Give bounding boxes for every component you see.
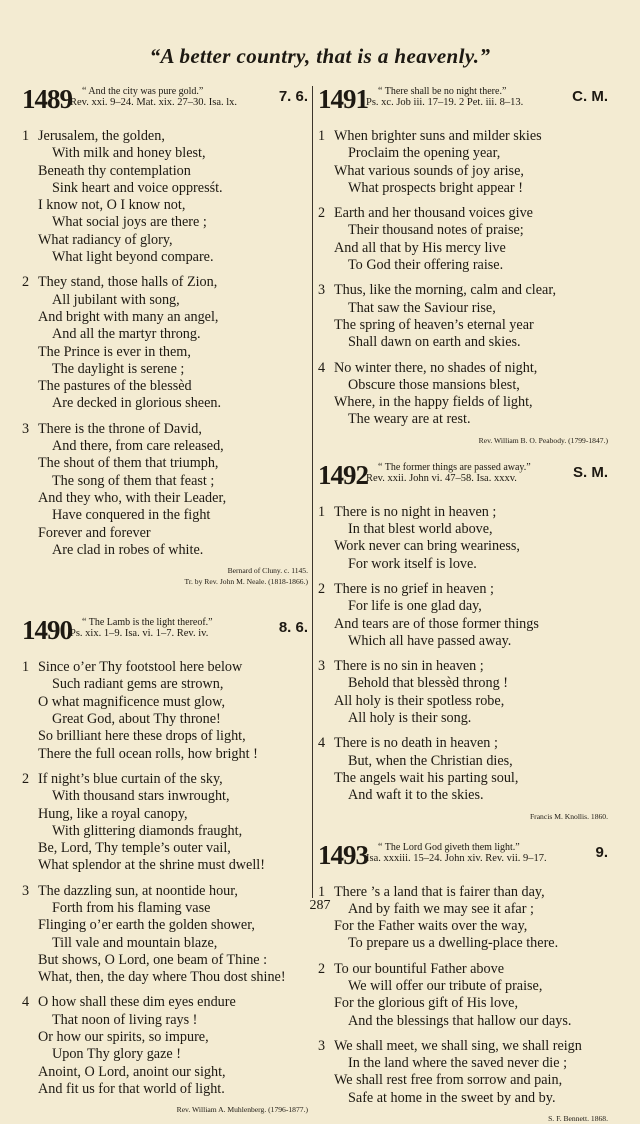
verse-line: And they who, with their Leader, <box>22 490 308 507</box>
verse-line: O what magnificence must glow, <box>22 694 308 711</box>
verse-line: And fit us for that world of light. <box>22 1081 308 1098</box>
verse-line: And waft it to the skies. <box>318 787 608 804</box>
verse-line: Work never can bring weariness, <box>318 538 608 555</box>
verse-line: The angels wait his parting soul, <box>318 770 608 787</box>
stanza-number: 2 <box>318 205 334 222</box>
verse-line: But, when the Christian dies, <box>318 753 608 770</box>
stanza-number: 3 <box>318 1038 334 1055</box>
verse-line: With glittering diamonds fraught, <box>22 823 308 840</box>
stanza-number: 4 <box>318 735 334 752</box>
hymn-number: 1492 <box>318 460 368 491</box>
stanza-number: 2 <box>22 274 38 291</box>
hymn-header <box>22 615 308 651</box>
verse-line: What radiancy of glory, <box>22 232 308 249</box>
verse-line: We shall rest free from sorrow and pain, <box>318 1072 608 1089</box>
verse-line <box>318 128 608 145</box>
hymn-epigraph: “ And the city was pure gold.” <box>70 86 237 97</box>
verse-line: Flinging o’er earth the golden shower, <box>22 917 308 934</box>
verse-line: And tears are of those former things <box>318 616 608 633</box>
verse-text: They stand, those halls of Zion, <box>38 274 217 290</box>
stanza <box>318 581 608 650</box>
verse-line: Till vale and mountain blaze, <box>22 935 308 952</box>
stanza <box>318 884 608 953</box>
verse-line: Hung, like a royal canopy, <box>22 806 308 823</box>
hymn-header <box>318 460 608 496</box>
verse-text: Since o’er Thy footstool here below <box>38 659 242 675</box>
stanzas <box>318 128 608 429</box>
verse-line <box>22 994 308 1011</box>
verse-line: Upon Thy glory gaze ! <box>22 1046 308 1063</box>
verse-line: Have conquered in the fight <box>22 507 308 524</box>
verse-line <box>22 128 308 145</box>
verse-line <box>318 360 608 377</box>
verse-line: That saw the Saviour rise, <box>318 300 608 317</box>
verse-line <box>22 421 308 438</box>
verse-line: Are clad in robes of white. <box>22 542 308 559</box>
stanza <box>318 504 608 573</box>
stanza <box>318 360 608 429</box>
verse-line: And the blessings that hallow our days. <box>318 1013 608 1030</box>
hymn-1493 <box>318 840 608 1124</box>
hymn-epigraph: “ The former things are passed away.” <box>366 462 531 473</box>
stanza-number: 2 <box>22 771 38 788</box>
verse-text: No winter there, no shades of night, <box>334 360 537 376</box>
stanza-number: 3 <box>22 883 38 900</box>
stanzas <box>318 884 608 1108</box>
verse-line: Or how our spirits, so impure, <box>22 1029 308 1046</box>
verse-line: So brilliant here these drops of light, <box>22 728 308 745</box>
verse-line: The Prince is ever in them, <box>22 344 308 361</box>
verse-line <box>22 659 308 676</box>
hymn-1492 <box>318 460 608 822</box>
hymn-reference <box>366 462 531 484</box>
verse-line: Their thousand notes of praise; <box>318 222 608 239</box>
verse-line <box>318 205 608 222</box>
stanza-number: 1 <box>318 504 334 521</box>
verse-line: What splendor at the shrine must dwell! <box>22 857 308 874</box>
verse-text: The dazzling sun, at noontide hour, <box>38 883 238 899</box>
verse-line: Behold that blessèd throng ! <box>318 675 608 692</box>
stanza <box>318 205 608 274</box>
stanza <box>22 421 308 559</box>
left-column <box>22 84 308 1115</box>
verse-line: With thousand stars inwrought, <box>22 788 308 805</box>
verse-line: We will offer our tribute of praise, <box>318 978 608 995</box>
verse-line: What, then, the day where Thou dost shine! <box>22 969 308 986</box>
verse-line: In that blest world above, <box>318 521 608 538</box>
verse-line: The shout of them that triumph, <box>22 455 308 472</box>
verse-line: What prospects bright appear ! <box>318 180 608 197</box>
hymn-reference <box>366 842 547 864</box>
hymn-header <box>318 840 608 876</box>
stanza <box>318 658 608 727</box>
hymn-1491 <box>318 84 608 446</box>
stanza-number: 1 <box>22 659 38 676</box>
verse-line: To God their offering raise. <box>318 257 608 274</box>
hymn-number: 1493 <box>318 840 368 871</box>
verse-line: For the Father waits over the way, <box>318 918 608 935</box>
verse-line: Forever and forever <box>22 525 308 542</box>
hymn-epigraph: “ There shall be no night there.” <box>366 86 523 97</box>
verse-line: What light beyond compare. <box>22 249 308 266</box>
verse-text: There ’s a land that is fairer than day, <box>334 884 545 900</box>
verse-text: There is no sin in heaven ; <box>334 658 484 674</box>
page-title: “A better country, that is a heavenly.” <box>0 44 640 69</box>
verse-line: All holy is their song. <box>318 710 608 727</box>
verse-text: Thus, like the morning, calm and clear, <box>334 282 556 298</box>
verse-line: Are decked in glorious sheen. <box>22 395 308 412</box>
hymn-meter: S. M. <box>573 464 608 481</box>
verse-text: There is no grief in heaven ; <box>334 581 494 597</box>
stanza <box>318 961 608 1030</box>
verse-text: There is no night in heaven ; <box>334 504 496 520</box>
verse-text: To our bountiful Father above <box>334 961 504 977</box>
verse-text: If night’s blue curtain of the sky, <box>38 771 223 787</box>
verse-line: The weary are at rest. <box>318 411 608 428</box>
verse-line: Great God, about Thy throne! <box>22 711 308 728</box>
hymn-credit: S. F. Bennett. 1868. <box>318 1113 608 1124</box>
hymn-header <box>22 84 308 120</box>
verse-line: The daylight is serene ; <box>22 361 308 378</box>
hymn-scripture-refs: Ps. xix. 1–9. Isa. vi. 1–7. Rev. iv. <box>70 628 213 639</box>
verse-line <box>22 771 308 788</box>
verse-line: For work itself is love. <box>318 556 608 573</box>
verse-line: All jubilant with song, <box>22 292 308 309</box>
hymn-translator-credit: Tr. by Rev. John M. Neale. (1818-1866.) <box>22 576 308 587</box>
stanza-number: 2 <box>318 581 334 598</box>
hymn-meter: C. M. <box>572 88 608 105</box>
verse-text: There is the throne of David, <box>38 421 202 437</box>
verse-line: What social joys are there ; <box>22 214 308 231</box>
verse-line: Anoint, O Lord, anoint our sight, <box>22 1064 308 1081</box>
hymn-scripture-refs: Isa. xxxiii. 15–24. John xiv. Rev. vii. 9–17. <box>366 853 547 864</box>
stanza <box>318 1038 608 1107</box>
verse-line <box>318 581 608 598</box>
hymn-epigraph: “ The Lord God giveth them light.” <box>366 842 547 853</box>
verse-line: Where, in the happy fields of light, <box>318 394 608 411</box>
verse-line <box>318 1038 608 1055</box>
stanza <box>22 274 308 412</box>
hymn-scripture-refs: Ps. xc. Job iii. 17–19. 2 Pet. iii. 8–13. <box>366 97 523 108</box>
verse-text: O how shall these dim eyes endure <box>38 994 236 1010</box>
stanza-number: 4 <box>22 994 38 1011</box>
verse-line: And all that by His mercy live <box>318 240 608 257</box>
verse-line: Shall dawn on earth and skies. <box>318 334 608 351</box>
stanza-number: 3 <box>22 421 38 438</box>
stanza-number: 2 <box>318 961 334 978</box>
stanza <box>318 735 608 804</box>
verse-line: Sink heart and voice oppresśt. <box>22 180 308 197</box>
page-number: 287 <box>0 898 640 914</box>
hymn-number: 1491 <box>318 84 368 115</box>
hymn-scripture-refs: Rev. xxi. 9–24. Mat. xix. 27–30. Isa. lx. <box>70 97 237 108</box>
verse-line: Such radiant gems are strown, <box>22 676 308 693</box>
verse-line: Beneath thy contemplation <box>22 163 308 180</box>
verse-line <box>318 504 608 521</box>
verse-line: Safe at home in the sweet by and by. <box>318 1090 608 1107</box>
hymn-1490 <box>22 615 308 1115</box>
stanzas <box>22 659 308 1098</box>
stanza <box>22 771 308 875</box>
verse-line: The song of them that feast ; <box>22 473 308 490</box>
hymn-number: 1489 <box>22 84 72 115</box>
verse-line: And by faith we may see it afar ; <box>318 901 608 918</box>
verse-text: When brighter suns and milder skies <box>334 128 542 144</box>
hymn-reference <box>70 86 237 108</box>
hymn-credit: Rev. William B. O. Peabody. (1799-1847.) <box>318 435 608 446</box>
verse-line: All holy is their spotless robe, <box>318 693 608 710</box>
verse-line: The spring of heaven’s eternal year <box>318 317 608 334</box>
stanzas <box>22 128 308 559</box>
stanza-number: 1 <box>22 128 38 145</box>
hymn-reference <box>70 617 213 639</box>
stanza-number: 3 <box>318 658 334 675</box>
verse-line: And there, from care released, <box>22 438 308 455</box>
verse-line: For the glorious gift of His love, <box>318 995 608 1012</box>
verse-line <box>318 658 608 675</box>
stanza <box>22 128 308 266</box>
verse-line: Obscure those mansions blest, <box>318 377 608 394</box>
hymn-number: 1490 <box>22 615 72 646</box>
verse-line: Forth from his flaming vase <box>22 900 308 917</box>
hymn-scripture-refs: Rev. xxii. John vi. 47–58. Isa. xxxv. <box>366 473 531 484</box>
hymn-meter: 8. 6. <box>279 619 308 636</box>
verse-line <box>318 282 608 299</box>
verse-line <box>318 735 608 752</box>
verse-line: Which all have passed away. <box>318 633 608 650</box>
hymn-meter: 9. <box>595 844 608 861</box>
stanza <box>22 659 308 763</box>
verse-line <box>318 961 608 978</box>
stanza-number: 1 <box>318 884 334 901</box>
stanza <box>318 128 608 197</box>
hymn-meter: 7. 6. <box>279 88 308 105</box>
right-column <box>318 84 608 1124</box>
verse-line: But shows, O Lord, one beam of Thine : <box>22 952 308 969</box>
verse-line <box>22 274 308 291</box>
verse-line: Proclaim the opening year, <box>318 145 608 162</box>
hymn-1489 <box>22 84 308 587</box>
verse-line: Be, Lord, Thy temple’s outer vail, <box>22 840 308 857</box>
verse-line: What various sounds of joy arise, <box>318 163 608 180</box>
verse-line: For life is one glad day, <box>318 598 608 615</box>
stanza-number: 3 <box>318 282 334 299</box>
verse-text: We shall meet, we shall sing, we shall reign <box>334 1038 582 1054</box>
verse-text: There is no death in heaven ; <box>334 735 498 751</box>
stanza <box>318 282 608 351</box>
verse-line: With milk and honey blest, <box>22 145 308 162</box>
hymn-reference <box>366 86 523 108</box>
hymn-header <box>318 84 608 120</box>
hymn-credit: Bernard of Cluny. c. 1145. <box>22 565 308 576</box>
verse-line: There the full ocean rolls, how bright ! <box>22 746 308 763</box>
hymn-credit: Rev. William A. Muhlenberg. (1796-1877.) <box>22 1104 308 1115</box>
hymn-epigraph: “ The Lamb is the light thereof.” <box>70 617 213 628</box>
verse-line: I know not, O I know not, <box>22 197 308 214</box>
column-divider <box>312 86 313 898</box>
verse-line: That noon of living rays ! <box>22 1012 308 1029</box>
hymn-credit: Francis M. Knollis. 1860. <box>318 811 608 822</box>
verse-text: Jerusalem, the golden, <box>38 128 165 144</box>
verse-text: Earth and her thousand voices give <box>334 205 533 221</box>
verse-line: In the land where the saved never die ; <box>318 1055 608 1072</box>
verse-line: And all the martyr throng. <box>22 326 308 343</box>
verse-line: To prepare us a dwelling-place there. <box>318 935 608 952</box>
stanza-number: 1 <box>318 128 334 145</box>
stanza <box>22 994 308 1098</box>
stanza-number: 4 <box>318 360 334 377</box>
verse-line: And bright with many an angel, <box>22 309 308 326</box>
stanzas <box>318 504 608 805</box>
verse-line: The pastures of the blessèd <box>22 378 308 395</box>
